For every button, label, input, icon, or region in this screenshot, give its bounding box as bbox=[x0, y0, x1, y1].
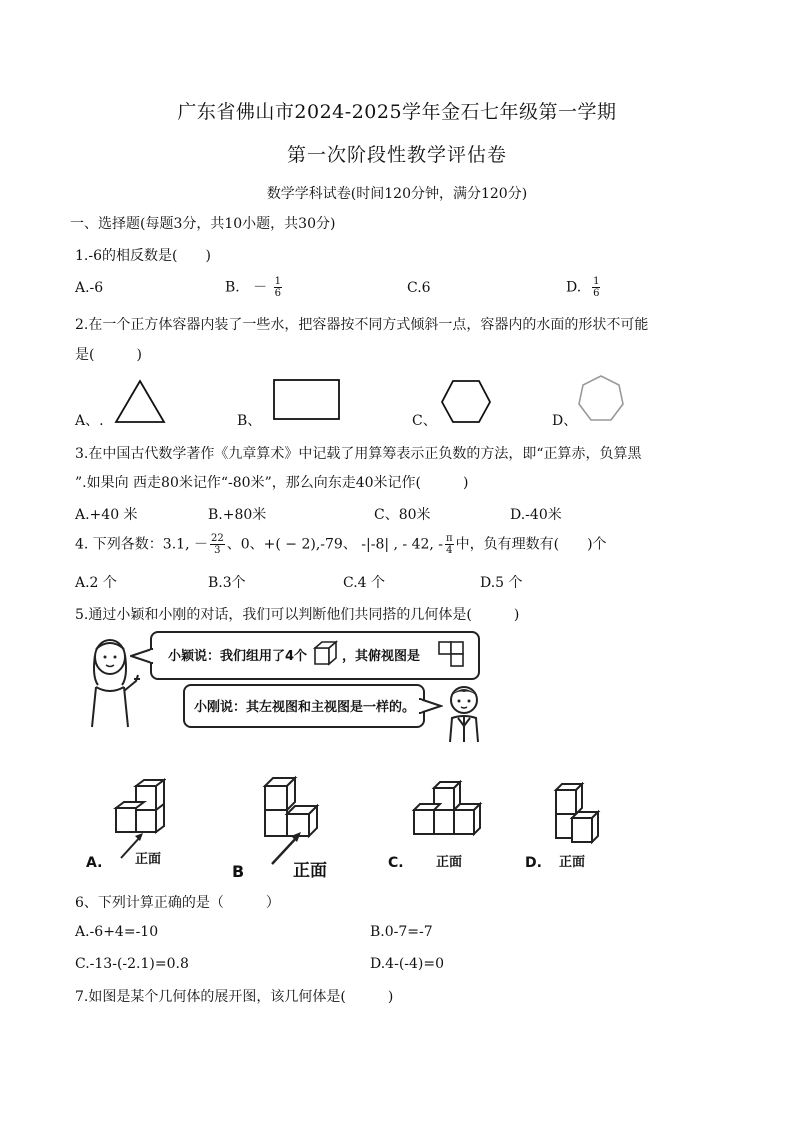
boy-illustration bbox=[440, 682, 488, 744]
q6-option-a: A.-6+4=-10 bbox=[75, 924, 159, 940]
q4-option-b: B.3个 bbox=[208, 575, 246, 591]
front-label-a: 正面 bbox=[135, 852, 162, 867]
q3-option-c: C、80米 bbox=[374, 507, 431, 523]
q3-option-b: B.+80米 bbox=[208, 507, 267, 523]
q2-stem-line2: 是( ) bbox=[75, 347, 142, 363]
rectangle-shape bbox=[272, 378, 342, 422]
q4-option-c: C.4 个 bbox=[343, 575, 386, 591]
hexagon-shape bbox=[440, 379, 492, 425]
q4-option-a: A.2 个 bbox=[75, 575, 117, 591]
option-c-label: C. bbox=[388, 855, 404, 871]
front-label-c: 正面 bbox=[436, 855, 463, 870]
q3-line2: ”.如果向 西走80米记作“-80米”，那么向东走40米记作( ) bbox=[75, 475, 469, 491]
q1-option-d bbox=[566, 276, 602, 299]
exam-title-line1: 广东省佛山市2024-2025学年金石七年级第一学期 bbox=[177, 101, 617, 123]
q1-d-prefix: D. bbox=[566, 279, 582, 296]
q2-option-a: A、. bbox=[75, 413, 104, 429]
q4-part2: 、0、+( − 2),-79、 -|-8| , - 42, - bbox=[226, 536, 444, 553]
q1-option-c: C.6 bbox=[407, 280, 431, 296]
q6-stem: 6、下列计算正确的是（ ） bbox=[75, 895, 280, 911]
q5-stem: 5.通过小颖和小刚的对话，我们可以判断他们共同搭的几何体是( ) bbox=[75, 607, 520, 623]
q4-option-d: D.5 个 bbox=[480, 575, 523, 591]
bubble1-tail-text: ，其俯视图是 bbox=[342, 649, 421, 664]
q2-option-c: C、 bbox=[412, 413, 437, 429]
q3-option-d: D.-40米 bbox=[510, 507, 562, 523]
option-d-label: D. bbox=[525, 855, 542, 871]
q4-fraction-22-3: $\frac{22}{3}$ bbox=[210, 533, 224, 556]
top-view-icon bbox=[437, 640, 465, 668]
option-a-label: A. bbox=[86, 855, 103, 871]
q6-option-b: B.0-7=-7 bbox=[370, 924, 433, 940]
q1-option-b bbox=[225, 276, 284, 299]
q2-option-b: B、 bbox=[237, 413, 262, 429]
cube-icon bbox=[313, 640, 339, 666]
q7-stem: 7.如图是某个几何体的展开图，该几何体是( ) bbox=[75, 989, 394, 1005]
bubble-tail-left bbox=[130, 648, 154, 664]
option-b-label: B bbox=[232, 862, 245, 881]
exam-title-line2: 第一次阶段性教学评估卷 bbox=[286, 144, 507, 166]
q1-b-sign: － bbox=[253, 279, 268, 296]
front-label-b: 正面 bbox=[293, 861, 327, 881]
bubble1-text: 小颖说：我们组用了4个 bbox=[168, 649, 308, 664]
q4-stem bbox=[75, 533, 607, 556]
heptagon-shape bbox=[576, 374, 626, 424]
q6-option-c: C.-13-(-2.1)=0.8 bbox=[75, 956, 189, 972]
q1-option-a: A.-6 bbox=[75, 280, 104, 296]
q4-fraction-pi-4: $\frac{\pi}{4}$ bbox=[446, 533, 453, 556]
bubble2-text: 小刚说：其左视图和主视图是一样的。 bbox=[194, 700, 416, 715]
q2-option-d: D、 bbox=[552, 413, 578, 429]
section-title: 一、选择题(每题3分，共10小题，共30分) bbox=[70, 216, 336, 232]
q1-stem: 1.-6的相反数是( ) bbox=[75, 248, 211, 264]
front-label-d: 正面 bbox=[559, 855, 586, 870]
q2-stem-line1: 2.在一个正方体容器内装了一些水，把容器按不同方式倾斜一点，容器内的水面的形状不可能 bbox=[75, 317, 649, 333]
q1-b-fraction: $\frac{1}{6}$ bbox=[274, 276, 281, 299]
option-c-solid bbox=[408, 780, 500, 840]
triangle-shape bbox=[114, 379, 166, 425]
exam-subtitle: 数学学科试卷(时间120分钟，满分120分) bbox=[266, 186, 528, 202]
q6-option-d: D.4-(-4)=0 bbox=[370, 956, 445, 972]
q3-line1: 3.在中国古代数学著作《九章算术》中记载了用算筹表示正负数的方法，即“正算赤，负算黑 bbox=[75, 446, 642, 462]
q4-part1: 4. 下列各数：3.1, － bbox=[75, 536, 208, 553]
q1-b-prefix: B. bbox=[225, 279, 240, 296]
option-d-solid bbox=[550, 780, 612, 848]
q3-option-a: A.+40 米 bbox=[75, 507, 138, 523]
q1-d-fraction: $\frac{1}{6}$ bbox=[593, 276, 600, 299]
q4-part3: 中，负有理数有( )个 bbox=[455, 536, 607, 553]
